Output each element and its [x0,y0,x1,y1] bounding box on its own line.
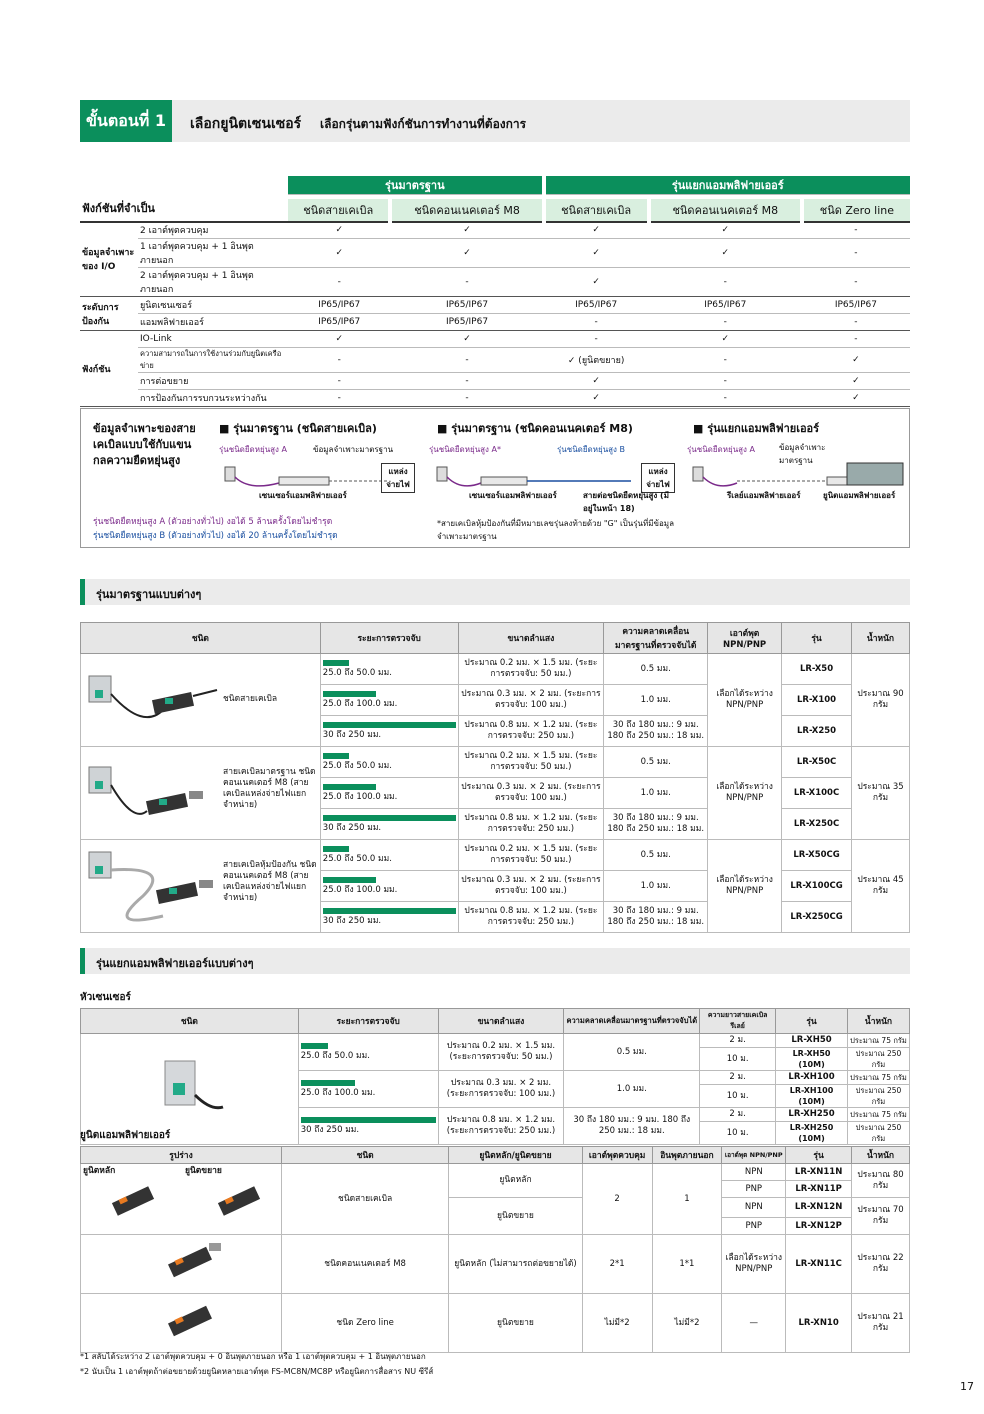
unit-kind: ยูนิตหลัก (ไม่สามารถต่อขยายได้) [449,1235,582,1294]
model-number: LR-X100 [782,685,852,716]
th-range: ระยะการตรวจจับ [320,623,458,654]
model-number: LR-X250CG [782,902,852,933]
type-label: สายเคเบิลหุ้มป้องกัน ชนิดคอนเนคเตอร์ M8 (สายเคเบิลแหล่งจ่ายไฟแยกจำหน่าย) [223,860,317,903]
amp-unit-title: ยูนิตแอมพลิฟายเออร์ [80,1130,171,1141]
th-type: ชนิด [81,623,321,654]
cell: IP65/IP67 [649,297,802,314]
page-subtitle: เลือกรุ่นตามฟังก์ชันการทำงานที่ต้องการ [320,117,527,131]
tolerance: 1.0 มม. [564,1071,700,1108]
p1-caption: เซนเซอร์แอมพลิฟายเออร์ [259,491,347,500]
th-weight: น้ำหนัก [852,1147,910,1164]
cell: IP65/IP67 [288,297,390,314]
cell: - [390,348,543,373]
model-number: LR-XN10 [786,1294,852,1353]
row-label: การต่อขยาย [138,373,288,390]
cell: ✓ [544,373,649,390]
control-out: ไม่มี*2 [582,1294,652,1353]
th-output: เอาต์พุต NPN/PNP [722,1147,786,1164]
group-separate-amp: รุ่นแยกแอมพลิฟายเออร์ [544,176,910,195]
spot-size: ประมาณ 0.2 มม. × 1.5 มม. (ระยะการตรวจจับ: 50 มม.) [458,654,604,685]
th-model: รุ่น [786,1147,852,1164]
range-bar [323,722,456,728]
p1-power-label: แหล่งจ่ายไฟ [381,463,415,493]
range-text: 25.0 ถึง 100.0 มม. [322,884,398,895]
range-bar [323,753,350,759]
ext-in: 1*1 [652,1235,722,1294]
unit-type: ชนิดคอนเนคเตอร์ M8 [282,1235,449,1294]
tolerance: 30 ถึง 180 มม.: 9 มม. 180 ถึง 250 มม.: 18 มม. [564,1108,700,1145]
th-output: เอาต์พุต NPN/PNP [708,623,782,654]
model-number: LR-XN11P [786,1181,852,1198]
function-table [80,176,910,407]
cell: - [802,268,910,297]
th-type: ชนิด [81,1009,299,1034]
range-bar [323,846,350,852]
product-photo-shielded [83,846,223,926]
weight: ประมาณ 250 กรัม [848,1048,910,1071]
func-row [80,239,910,268]
row-label: 2 เอาต์พุตควบคุม [138,222,288,239]
model-number: LR-XH100 (10M) [776,1085,848,1108]
ext-in: 1 [652,1164,722,1235]
output-type: เลือกได้ระหว่าง NPN/PNP [708,654,782,747]
row-label: 1 เอาต์พุตควบคุม + 1 อินพุตภายนอก [138,239,288,268]
note-flex-b: รุ่นชนิดยืดหยุ่นสูง B (ตัวอย่างทั่วไป) งอได้ 20 ล้านครั้งโดยไม่ชำรุด [93,531,338,541]
section-standard-models [80,579,910,605]
tolerance: 1.0 มม. [604,778,708,809]
standard-models-table [80,622,910,933]
p2-note: *สายเคเบิลหุ้มป้องกันที่มีหมายเลขรุ่นลงท้ายด้วย "G" เป็นรุ่นที่มีข้อมูลจำเพาะมาตรฐาน [437,519,674,541]
range-text: 25.0 ถึง 50.0 มม. [322,853,392,864]
func-row [80,331,910,348]
range-text: 25.0 ถึง 50.0 มม. [322,667,392,678]
spot-size: ประมาณ 0.8 มม. × 1.2 มม. (ระยะการตรวจจับ: 250 มม.) [458,716,604,747]
p2-flex-a: รุ่นชนิดยืดหยุ่นสูง A* [429,445,501,454]
spot-size: ประมาณ 0.8 มม. × 1.2 มม. (ระยะการตรวจจับ: 250 มม.) [458,809,604,840]
func-row [80,348,910,373]
step-badge: ขั้นตอนที่ 1 [80,100,172,142]
weight: ประมาณ 75 กรัม [848,1071,910,1085]
footnote-2: *2 นับเป็น 1 เอาต์พุตถ้าต่อขยายด้วยยูนิตหลายเอาต์พุต FS-MC8N/MC8P หรือยูนิตการสื่อสาร NU ซีรีส์ [80,1367,434,1376]
step-header [80,100,910,142]
flex-cable-spec-box [80,408,910,548]
weight: ประมาณ 70 กรัม [852,1198,910,1235]
cell: - [649,390,802,407]
sensor-head-photo [149,1051,229,1123]
npn-pnp: PNP [722,1218,786,1235]
cell: - [390,373,543,390]
model-number: LR-X50CG [782,840,852,871]
spot-size: ประมาณ 0.3 มม. × 2 มม. (ระยะการตรวจจับ: 100 มม.) [458,778,604,809]
spot-size: ประมาณ 0.8 มม. × 1.2 มม. (ระยะการตรวจจับ: 250 มม.) [458,902,604,933]
th-ext-in: อินพุตภายนอก [652,1147,722,1164]
func-row [80,373,910,390]
cell: ✓ [288,222,390,239]
spot-size: ประมาณ 0.3 มม. × 2 มม. (ระยะการตรวจจับ: 100 มม.) [458,685,604,716]
ext-unit-label: ยูนิตขยาย [185,1166,222,1176]
cell: - [288,373,390,390]
model-number: LR-XH50 (10M) [776,1048,848,1071]
output-type: เลือกได้ระหว่าง NPN/PNP [708,840,782,933]
spot-size: ประมาณ 0.3 มม. × 2 มม. (ระยะการตรวจจับ: 100 มม.) [438,1071,564,1108]
weight: ประมาณ 250 กรัม [848,1085,910,1108]
row-label: ความสามารถในการใช้งานร่วมกับยูนิตเครือข่าย [138,348,288,373]
model-number: LR-X250 [782,716,852,747]
cable-length: 2 ม. [700,1108,776,1122]
p3-flex-a: รุ่นชนิดยืดหยุ่นสูง A [687,445,755,454]
unit-kind: ยูนิตขยาย [449,1198,582,1235]
page-number: 17 [960,1380,974,1393]
cat-function: ฟังก์ชัน [80,331,138,407]
spot-size: ประมาณ 0.2 มม. × 1.5 มม. (ระยะการตรวจจับ: 50 มม.) [458,747,604,778]
cable-length: 10 ม. [700,1122,776,1145]
cell: ✓ [544,268,649,297]
tolerance: 0.5 มม. [604,747,708,778]
func-row [80,268,910,297]
control-out: 2*1 [582,1235,652,1294]
weight: ประมาณ 250 กรัม [848,1122,910,1145]
row-label: การป้องกันการรบกวนระหว่างกัน [138,390,288,407]
amp-unit-table [80,1146,910,1353]
th-cable-length: ความยาวสายเคเบิลรีเลย์ [700,1009,776,1034]
func-row [80,390,910,407]
p2-caption2: สายต่อชนิดยืดหยุ่นสูง (มีอยู่ในหน้า 18) [583,491,669,513]
th-weight: น้ำหนัก [848,1009,910,1034]
row-label: IO-Link [138,331,288,348]
cell: - [802,331,910,348]
page-title: เลือกยูนิตเซนเซอร์ [190,116,302,132]
p2-caption1: เซนเซอร์แอมพลิฟายเออร์ [469,491,557,500]
range-text: 25.0 ถึง 50.0 มม. [322,760,392,771]
spot-size: ประมาณ 0.3 มม. × 2 มม. (ระยะการตรวจจับ: 100 มม.) [458,871,604,902]
range-bar [323,784,376,790]
tolerance: 1.0 มม. [604,871,708,902]
th-main-ext: ยูนิตหลัก/ยูนิตขยาย [449,1147,582,1164]
product-photo-cable [83,660,223,740]
col-header-3: ชนิดสายเคเบิล [544,199,649,222]
row-label: แอมพลิฟายเออร์ [138,314,288,331]
cable-length: 2 ม. [700,1071,776,1085]
table-row [81,840,910,871]
cell: ✓ [649,222,802,239]
model-number: LR-X250C [782,809,852,840]
model-number: LR-XN12P [786,1218,852,1235]
npn-pnp: เลือกได้ระหว่าง NPN/PNP [722,1235,786,1294]
p3-caption1: รีเลย์แอมพลิฟายเออร์ [727,491,801,500]
section-title: รุ่นมาตรฐานแบบต่างๆ [96,588,202,601]
cell: - [544,314,649,331]
table-row [81,1294,910,1353]
cell: - [649,268,802,297]
note-flex-a: รุ่นชนิดยืดหยุ่นสูง A (ตัวอย่างทั่วไป) งอได้ 5 ล้านครั้งโดยไม่ชำรุด [93,517,333,527]
th-shape: รูปร่าง [81,1147,282,1164]
cell: - [390,390,543,407]
range-text: 30 ถึง 250 มม. [322,822,382,833]
cell: - [288,268,390,297]
model-number: LR-X100CG [782,871,852,902]
weight: ประมาณ 45 กรัม [852,840,910,933]
weight: ประมาณ 75 กรัม [848,1034,910,1048]
range-text: 30 ถึง 250 มม. [300,1124,360,1135]
range-text: 25.0 ถึง 50.0 มม. [300,1050,370,1061]
range-text: 30 ถึง 250 มม. [322,915,382,926]
amp-unit-photo-m8 [83,1235,279,1289]
spec-box-title: ข้อมูลจำเพาะของสายเคเบิลแบบใช้กับแขนกลความยืดหยุ่นสูง [93,422,196,467]
model-number: LR-XN11N [786,1164,852,1181]
th-model: รุ่น [776,1009,848,1034]
table-row [81,1235,910,1294]
model-number: LR-X100C [782,778,852,809]
col-header-1: ชนิดสายเคเบิล [288,199,390,222]
cell: ✓ [390,222,543,239]
cell: - [544,331,649,348]
cell: ✓ [802,390,910,407]
table-row [81,747,910,778]
panel2-title: ■ รุ่นมาตรฐาน (ชนิดคอนเนคเตอร์ M8) [437,422,633,435]
cell: IP65/IP67 [288,314,390,331]
col-header-2: ชนิดคอนเนคเตอร์ M8 [390,199,543,222]
range-bar [323,691,376,697]
panel3-title: ■ รุ่นแยกแอมพลิฟายเออร์ [693,422,820,435]
cell: - [802,314,910,331]
model-number: LR-XH100 [776,1071,848,1085]
weight: ประมาณ 80 กรัม [852,1164,910,1198]
range-text: 30 ถึง 250 มม. [322,729,382,740]
type-label: ชนิดสายเคเบิล [223,694,278,704]
section-title: รุ่นแยกแอมพลิฟายเออร์แบบต่างๆ [96,957,254,970]
cell: ✓ [802,348,910,373]
th-control-out: เอาต์พุตควบคุม [582,1147,652,1164]
cell: ✓ (ยูนิตขยาย) [544,348,649,373]
table-row [81,1034,910,1048]
th-range: ระยะการตรวจจับ [298,1009,438,1034]
tolerance: 30 ถึง 180 มม.: 9 มม. 180 ถึง 250 มม.: 18 มม. [604,902,708,933]
sensor-head-table [80,1008,910,1145]
model-number: LR-XH250 [776,1108,848,1122]
spot-size: ประมาณ 0.2 มม. × 1.5 มม. (ระยะการตรวจจับ: 50 มม.) [438,1034,564,1071]
cell: - [649,348,802,373]
sensor-head-title: หัวเซนเซอร์ [80,992,131,1003]
weight: ประมาณ 35 กรัม [852,747,910,840]
model-number: LR-XN12N [786,1198,852,1218]
cable-length: 2 ม. [700,1034,776,1048]
cell: - [802,222,910,239]
cable-length: 10 ม. [700,1085,776,1108]
tolerance: 30 ถึง 180 มม.: 9 มม. 180 ถึง 250 มม.: 18 มม. [604,809,708,840]
func-row [80,222,910,239]
row-label: ยูนิตเซนเซอร์ [138,297,288,314]
th-spot: ขนาดลำแสง [438,1009,564,1034]
tolerance: 1.0 มม. [604,685,708,716]
func-row [80,297,910,314]
range-text: 25.0 ถึง 100.0 มม. [300,1087,376,1098]
unit-type: ชนิดสายเคเบิล [282,1164,449,1235]
amp-unit-photo-zero [83,1294,279,1348]
weight: ประมาณ 75 กรัม [848,1108,910,1122]
section-separate-amp [80,948,910,974]
product-photo-m8 [83,753,223,833]
npn-pnp: NPN [722,1164,786,1181]
cell: - [288,390,390,407]
cable-length: 10 ม. [700,1048,776,1071]
cell: ✓ [544,390,649,407]
tolerance: 0.5 มม. [564,1034,700,1071]
cell: ✓ [288,331,390,348]
p2-flex-b: รุ่นชนิดยืดหยุ่นสูง B [557,445,625,454]
range-text: 25.0 ถึง 100.0 มม. [322,791,398,802]
control-out: 2 [582,1164,652,1235]
th-weight: น้ำหนัก [852,623,910,654]
npn-pnp: — [722,1294,786,1353]
spot-size: ประมาณ 0.8 มม. × 1.2 มม. (ระยะการตรวจจับ: 250 มม.) [438,1108,564,1145]
cell: IP65/IP67 [390,314,543,331]
cell: IP65/IP67 [390,297,543,314]
th-tolerance: ความคลาดเคลื่อนมาตรฐานที่ตรวจจับได้ [564,1009,700,1034]
npn-pnp: NPN [722,1198,786,1218]
table-row [81,1164,910,1181]
p3-caption2: ยูนิตแอมพลิฟายเออร์ [823,491,896,500]
th-spot: ขนาดลำแสง [458,623,604,654]
main-unit-label: ยูนิตหลัก [83,1166,116,1176]
weight: ประมาณ 90 กรัม [852,654,910,747]
cell: - [390,268,543,297]
cell: ✓ [544,239,649,268]
cell: ✓ [649,331,802,348]
unit-kind: ยูนิตหลัก [449,1164,582,1198]
panel1-title: ■ รุ่นมาตรฐาน (ชนิดสายเคเบิล) [219,422,377,435]
type-label: สายเคเบิลมาตรฐาน ชนิดคอนเนคเตอร์ M8 (สายเคเบิลแหล่งจ่ายไฟแยกจำหน่าย) [223,767,316,810]
tolerance: 0.5 มม. [604,840,708,871]
cell: ✓ [802,373,910,390]
range-bar [323,908,456,914]
cell: ✓ [390,239,543,268]
cell: IP65/IP67 [544,297,649,314]
p1-flex-a: รุ่นชนิดยืดหยุ่นสูง A [219,445,287,454]
range-bar [301,1080,355,1086]
output-type: เลือกได้ระหว่าง NPN/PNP [708,747,782,840]
range-bar [301,1043,328,1049]
cell: - [649,314,802,331]
cell: ✓ [649,239,802,268]
cell: ✓ [390,331,543,348]
cell: IP65/IP67 [802,297,910,314]
footnote-1: *1 สลับได้ระหว่าง 2 เอาต์พุตควบคุม + 0 อินพุตภายนอก หรือ 1 เอาต์พุตควบคุม + 1 อินพุตภายนอก [80,1352,426,1361]
weight: ประมาณ 21 กรัม [852,1294,910,1353]
col-header-5: ชนิด Zero line [802,199,910,222]
weight: ประมาณ 22 กรัม [852,1235,910,1294]
model-number: LR-XH50 [776,1034,848,1048]
col-header-4: ชนิดคอนเนคเตอร์ M8 [649,199,802,222]
model-number: LR-XN11C [786,1235,852,1294]
row-label: 2 เอาต์พุตควบคุม + 1 อินพุตภายนอก [138,268,288,297]
th-tolerance: ความคลาดเคลื่อนมาตรฐานที่ตรวจจับได้ [604,623,708,654]
cat-io: ข้อมูลจำเพาะของ I/O [80,222,138,297]
tolerance: 30 ถึง 180 มม.: 9 มม. 180 ถึง 250 มม.: 18 มม. [604,716,708,747]
p1-std: ข้อมูลจำเพาะมาตรฐาน [313,445,394,454]
cell: ✓ [544,222,649,239]
range-bar [323,660,350,666]
p3-std: ข้อมูลจำเพาะมาตรฐาน [779,443,826,465]
table-row [81,654,910,685]
cell: - [288,348,390,373]
th-type: ชนิด [282,1147,449,1164]
cat-protection: ระดับการป้องกัน [80,297,138,331]
cell: - [649,373,802,390]
model-number: LR-XH250 (10M) [776,1122,848,1145]
group-standard: รุ่นมาตรฐาน [288,176,544,195]
range-text: 25.0 ถึง 100.0 มม. [322,698,398,709]
unit-kind: ยูนิตขยาย [449,1294,582,1353]
tolerance: 0.5 มม. [604,654,708,685]
th-model: รุ่น [782,623,852,654]
npn-pnp: PNP [722,1181,786,1198]
func-row [80,314,910,331]
range-bar [323,877,376,883]
range-bar [301,1117,436,1123]
ext-in: ไม่มี*2 [652,1294,722,1353]
unit-type: ชนิด Zero line [282,1294,449,1353]
cell: - [802,239,910,268]
model-number: LR-X50C [782,747,852,778]
func-required-label: ฟังก์ชันที่จำเป็น [80,199,288,222]
model-number: LR-X50 [782,654,852,685]
spot-size: ประมาณ 0.2 มม. × 1.5 มม. (ระยะการตรวจจับ: 50 มม.) [458,840,604,871]
cell: ✓ [288,239,390,268]
range-bar [323,815,456,821]
p2-power-label: แหล่งจ่ายไฟ [641,463,675,493]
